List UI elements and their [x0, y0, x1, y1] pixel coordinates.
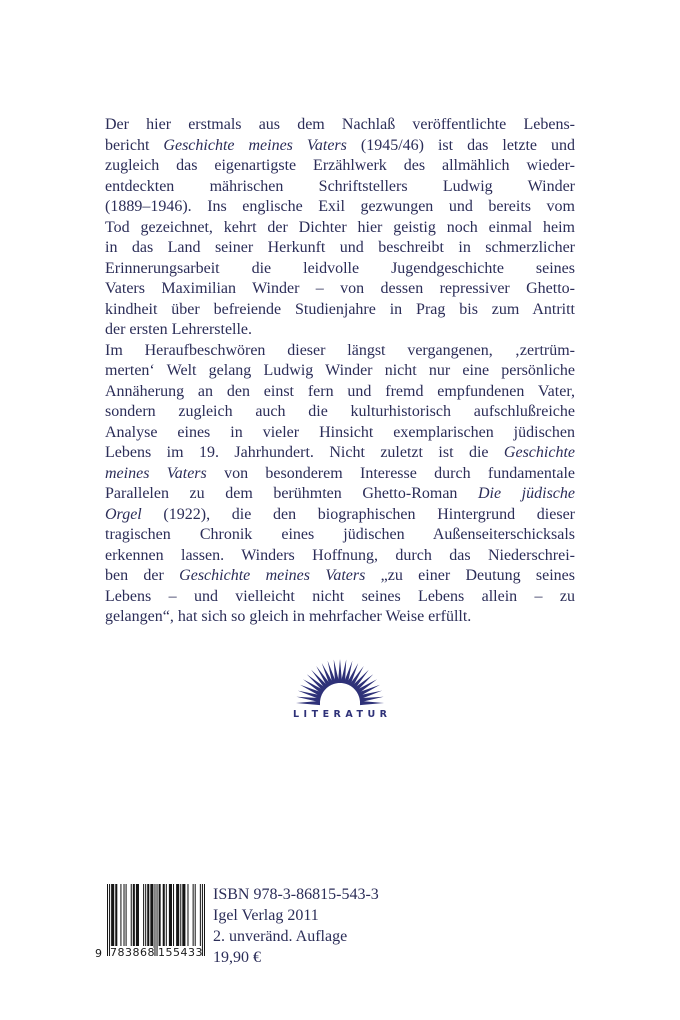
- barcode-digits-right: 155433: [158, 946, 203, 959]
- publisher-line: Igel Verlag 2011: [213, 907, 319, 924]
- text-line: merten‘ Welt gelang Ludwig Winder nicht nur eine persönliche: [105, 362, 575, 379]
- sunburst-icon: [290, 654, 390, 706]
- text-line: Orgel (1922), die den biographischen Hintergrund dieser: [105, 505, 575, 523]
- text-line: erkennen lassen. Winders Hoffnung, durch das Niederschrei-: [105, 546, 575, 564]
- isbn-line: ISBN 978-3-86815-543-3: [213, 886, 379, 903]
- barcode: [94, 884, 210, 970]
- text-line: tragischen Chronik eines jüdischen Außenseiterschicksals: [105, 526, 575, 543]
- text-line: Der hier erstmals aus dem Nachlaß veröffentlichte Lebens-: [105, 116, 575, 133]
- price-line: 19,90 €: [213, 949, 261, 966]
- edition-line: 2. unveränd. Auflage: [213, 928, 348, 945]
- text-line: (1889–1946). Ins englische Exil gezwungen und bereits vom: [105, 198, 575, 215]
- text-line: Erinnerungsarbeit die leidvolle Jugendgeschichte seines: [105, 259, 575, 277]
- text-line: Lebens im 19. Jahrhundert. Nicht zuletzt ist die Geschichte: [105, 444, 575, 461]
- text-line: in das Land seiner Herkunft und beschreibt in schmerzlicher: [105, 239, 575, 256]
- text-line: kindheit über befreiende Studienjahre in Prag bis zum Antritt: [105, 300, 575, 318]
- literatur-logo: [287, 654, 393, 720]
- barcode-digits-left: 783868: [110, 946, 155, 959]
- literatur-logo-label: LITERATUR: [293, 709, 392, 720]
- text-line: Lebens – und vielleicht nicht seines Lebens allein – zu: [105, 587, 575, 605]
- imprint: [213, 884, 379, 968]
- text-line: Annäherung an den einst fern und fremd empfundenen Vater,: [105, 382, 575, 400]
- text-line: zugleich das eigenartigste Erzählwerk des allmählich wieder-: [105, 157, 575, 174]
- barcode-digits: [94, 946, 210, 960]
- text-line: Vaters Maximilian Winder – von dessen repressiver Ghetto-: [105, 280, 575, 297]
- text-line: der ersten Lehrerstelle.: [105, 321, 253, 338]
- back-cover-text: [105, 115, 575, 628]
- barcode-digit-first: 9: [95, 947, 102, 960]
- text-line: ben der Geschichte meines Vaters „zu einer Deutung seines: [105, 567, 575, 584]
- text-line: gelangen“, hat sich so gleich in mehrfacher Weise erfüllt.: [105, 608, 472, 625]
- text-line: Analyse eines in vieler Hinsicht exemplarischen jüdischen: [105, 423, 575, 441]
- text-line: sondern zugleich auch die kulturhistorisch aufschlußreiche: [105, 403, 575, 420]
- text-line: Parallelen zu dem berühmten Ghetto-Roman Die jüdische: [105, 485, 575, 502]
- text-line: bericht Geschichte meines Vaters (1945/46) ist das letzte und: [105, 136, 575, 154]
- text-line: meines Vaters von besonderem Interesse durch fundamentale: [105, 464, 575, 482]
- text-line: Im Heraufbeschwören dieser längst vergangenen, ‚zertrüm-: [105, 341, 575, 359]
- text-line: entdeckten mährischen Schriftstellers Ludwig Winder: [105, 177, 575, 195]
- text-line: Tod gezeichnet, kehrt der Dichter hier geistig noch einmal heim: [105, 218, 575, 236]
